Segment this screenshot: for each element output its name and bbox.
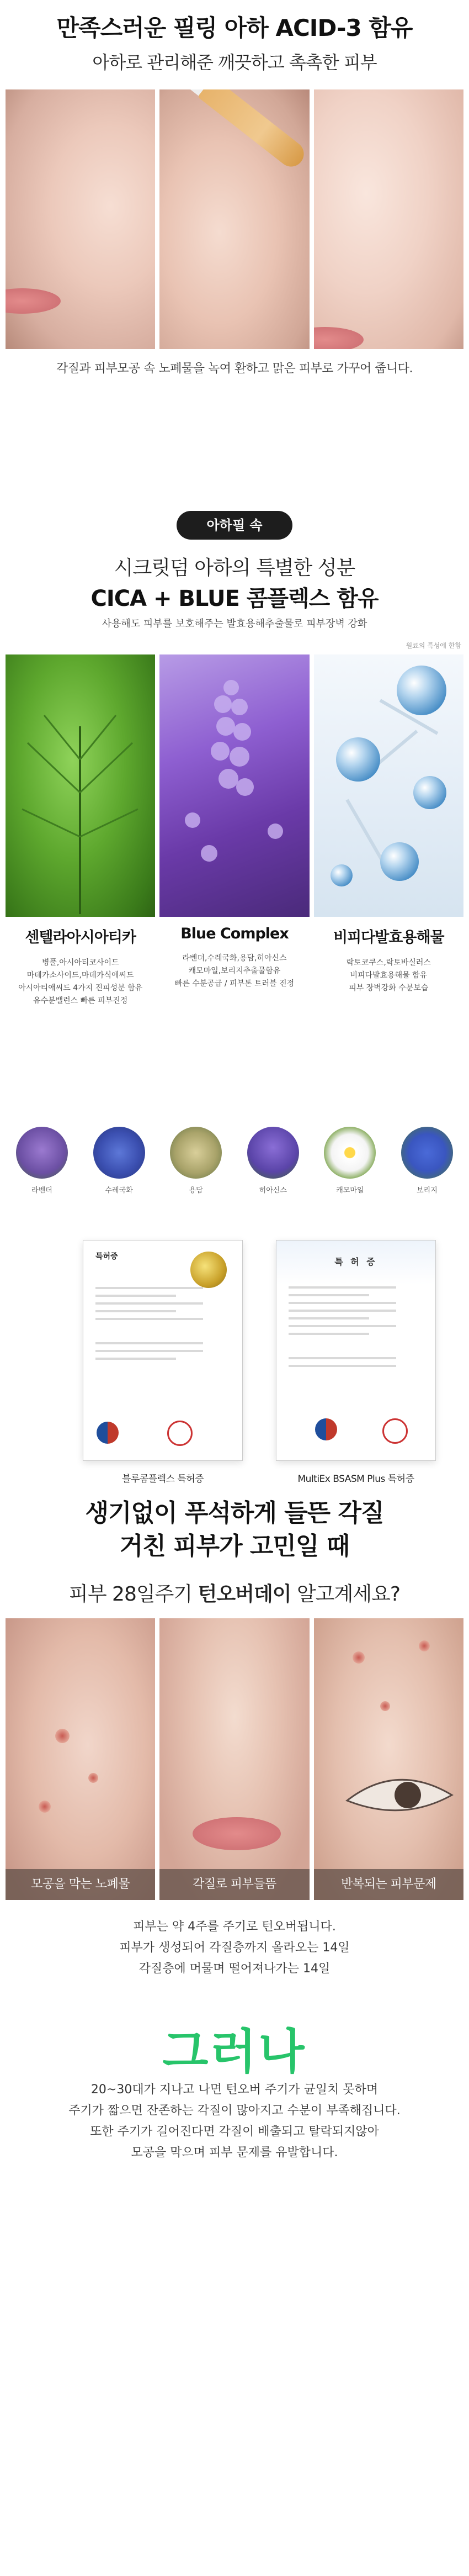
brush-bristles xyxy=(198,89,309,172)
certificate-caption: MultiEx BSASM Plus 특허증 xyxy=(297,1474,414,1485)
ingredient-name: Blue Complex xyxy=(180,925,289,942)
ingredient-centella xyxy=(6,925,155,1007)
kipo-logo-icon xyxy=(315,1418,337,1440)
molecule-sphere xyxy=(336,737,380,782)
problem-flaky xyxy=(159,1618,309,1900)
lavender-image xyxy=(16,1127,68,1179)
certificate-doc-title: 특 허 증 xyxy=(334,1257,377,1267)
certificate-doc-title: 특허증 xyxy=(95,1252,118,1261)
turnover-explanation xyxy=(0,1917,469,1979)
flower-label: 히아신스 xyxy=(259,1186,287,1195)
leaf-veins xyxy=(6,654,155,917)
lavender-blossoms xyxy=(159,654,309,917)
ingredient-note: 원료의 특성에 한함 xyxy=(406,642,461,650)
aging-explanation xyxy=(0,2079,469,2163)
ingredient-bifida xyxy=(314,925,463,1007)
ingredient-title-line1: 시크릿덤 아하의 특별한 성분 xyxy=(114,557,355,579)
ingredient-line: 피부 장벽강화 수분보습 xyxy=(349,984,429,993)
certificate-blue-complex xyxy=(83,1240,243,1485)
red-stamp-icon xyxy=(167,1421,193,1446)
gold-seal-icon xyxy=(190,1252,227,1288)
problem-pores xyxy=(6,1618,155,1900)
lavender-photo xyxy=(159,654,309,917)
problem-label: 반복되는 피부문제 xyxy=(314,1869,463,1900)
ingredient-description: 사용해도 피부를 보호해주는 발효용해추출물로 피부장벽 강화 xyxy=(102,618,367,630)
centella-leaf-photo xyxy=(6,654,155,917)
ingredient-line: 라벤더,수레국화,용담,히아신스 xyxy=(182,954,287,963)
flower-hyacinth xyxy=(243,1127,303,1195)
problem-repeat xyxy=(314,1618,463,1900)
text-line: 피부는 약 4주를 주기로 턴오버됩니다. xyxy=(133,1920,336,1934)
blemish xyxy=(88,1773,98,1783)
ingredient-line: 아시아티애씨드 4가지 진피성분 함유 xyxy=(18,984,143,993)
ingredient-detail xyxy=(6,957,155,1007)
borage-image xyxy=(401,1127,453,1179)
flower-label: 보리지 xyxy=(417,1186,438,1195)
certificate-caption: 블루콤플렉스 특허증 xyxy=(121,1474,204,1485)
aha-peel-badge: 아하필 속 xyxy=(177,511,292,540)
problem-label: 각질로 피부들뜸 xyxy=(159,1869,309,1900)
text-line: 모공을 막으며 피부 문제를 유발합니다. xyxy=(131,2146,338,2160)
certificate-row xyxy=(83,1240,436,1485)
flower-label: 용담 xyxy=(189,1186,203,1195)
ingredient-text-row xyxy=(6,925,463,1007)
flower-gentian xyxy=(166,1127,226,1195)
text-line: 각질층에 머물며 떨어져나가는 14일 xyxy=(138,1962,331,1976)
certificate-multiex xyxy=(276,1240,436,1485)
ingredient-line: 캐모마일,보리지추출물함유 xyxy=(188,967,281,975)
certificate-document xyxy=(83,1240,243,1461)
cornflower-image xyxy=(93,1127,145,1179)
lip-shape xyxy=(193,1817,281,1850)
text-line: 20~30대가 지나고 나면 턴오버 주기가 균일치 못하며 xyxy=(90,2083,379,2097)
flower-label: 캐모마일 xyxy=(336,1186,364,1195)
peeling-photo-row xyxy=(6,89,463,349)
ingredient-detail xyxy=(314,957,463,995)
flower-cornflower xyxy=(89,1127,149,1195)
kipo-logo-icon xyxy=(97,1422,119,1444)
molecule-bond xyxy=(374,730,418,768)
peeling-caption: 각질과 피부모공 속 노폐물을 녹여 환하고 맑은 피부로 가꾸어 줍니다. xyxy=(56,362,413,376)
headline-line: 거친 피부가 고민일 때 xyxy=(119,1532,350,1560)
eye-shape xyxy=(314,1756,463,1845)
peeling-headline: 만족스러운 필링 아하 ACID-3 함유 xyxy=(56,14,413,41)
ingredient-photo-row xyxy=(6,654,463,917)
flower-chamomile xyxy=(320,1127,380,1195)
headline-line: 생기없이 푸석하게 들뜬 각질 xyxy=(85,1499,384,1527)
turnover-headline xyxy=(0,1497,469,1563)
flower-row xyxy=(12,1127,457,1195)
clear-skin-photo xyxy=(314,89,463,349)
chamomile-image xyxy=(324,1127,376,1179)
text-line: 피부가 생성되어 각질층까지 올라오는 14일 xyxy=(119,1941,350,1955)
turnover-question xyxy=(0,1579,469,1607)
ingredient-line: 빠른 수분공급 / 피부톤 트러블 진정 xyxy=(174,979,295,988)
skin-closeup-photo xyxy=(6,89,155,349)
ingredient-blue-complex xyxy=(159,925,309,1007)
blemish xyxy=(419,1640,430,1651)
flower-lavender xyxy=(12,1127,72,1195)
ingredient-title-line2: CICA + BLUE 콤플렉스 함유 xyxy=(90,586,379,611)
cheek-shadow xyxy=(6,288,61,314)
ingredient-line: 병풀,아시아티코사이드 xyxy=(41,958,119,967)
molecule-sphere xyxy=(413,776,446,809)
ingredient-name: 비피다발효용해물 xyxy=(333,929,444,946)
blemish xyxy=(55,1729,70,1743)
ingredient-name: 센텔라아시아티카 xyxy=(25,929,136,946)
ingredient-line: 유수분밸런스 빠른 피부진정 xyxy=(33,996,128,1005)
gentian-image xyxy=(170,1127,222,1179)
flower-label: 라벤더 xyxy=(31,1186,52,1195)
hyacinth-image xyxy=(247,1127,299,1179)
ingredient-section xyxy=(0,420,469,1497)
blemish xyxy=(353,1651,365,1664)
blemish xyxy=(39,1801,51,1813)
ingredient-line: 락토코쿠스,락토바실러스 xyxy=(346,958,431,967)
peeling-subheadline: 아하로 관리해준 깨끗하고 촉촉한 피부 xyxy=(92,52,377,73)
blemish xyxy=(380,1701,390,1711)
peeling-section xyxy=(0,0,469,420)
brush-application-photo xyxy=(159,89,309,349)
turnover-section xyxy=(0,1497,469,2576)
flower-label: 수레국화 xyxy=(105,1186,133,1195)
red-stamp-icon xyxy=(382,1418,408,1444)
molecule-sphere xyxy=(397,666,446,715)
ingredient-line: 비피다발효용해물 함유 xyxy=(350,971,428,980)
text-line: 또한 주기가 길어진다면 각질이 배출되고 탈락되지않아 xyxy=(90,2125,379,2139)
text-line: 주기가 짧으면 잔존하는 각질이 많아지고 수분이 부족해집니다. xyxy=(68,2104,401,2118)
molecule-sphere xyxy=(380,842,419,881)
question-suffix: 알고계세요? xyxy=(291,1583,400,1606)
certificate-document xyxy=(276,1240,436,1461)
ingredient-detail xyxy=(159,952,309,990)
molecule-sphere xyxy=(331,864,353,886)
question-emphasis: 턴오버데이 xyxy=(198,1583,291,1606)
flower-borage xyxy=(397,1127,457,1195)
question-prefix: 피부 28일주기 xyxy=(69,1583,198,1606)
lip-shape xyxy=(314,327,364,349)
molecule-photo xyxy=(314,654,463,917)
ingredient-line: 마데카소사이드,마데카식애씨드 xyxy=(26,971,134,980)
problem-label: 모공을 막는 노폐물 xyxy=(6,1869,155,1900)
however-heading: 그러나 xyxy=(162,2024,307,2079)
skin-problem-row xyxy=(6,1618,463,1900)
